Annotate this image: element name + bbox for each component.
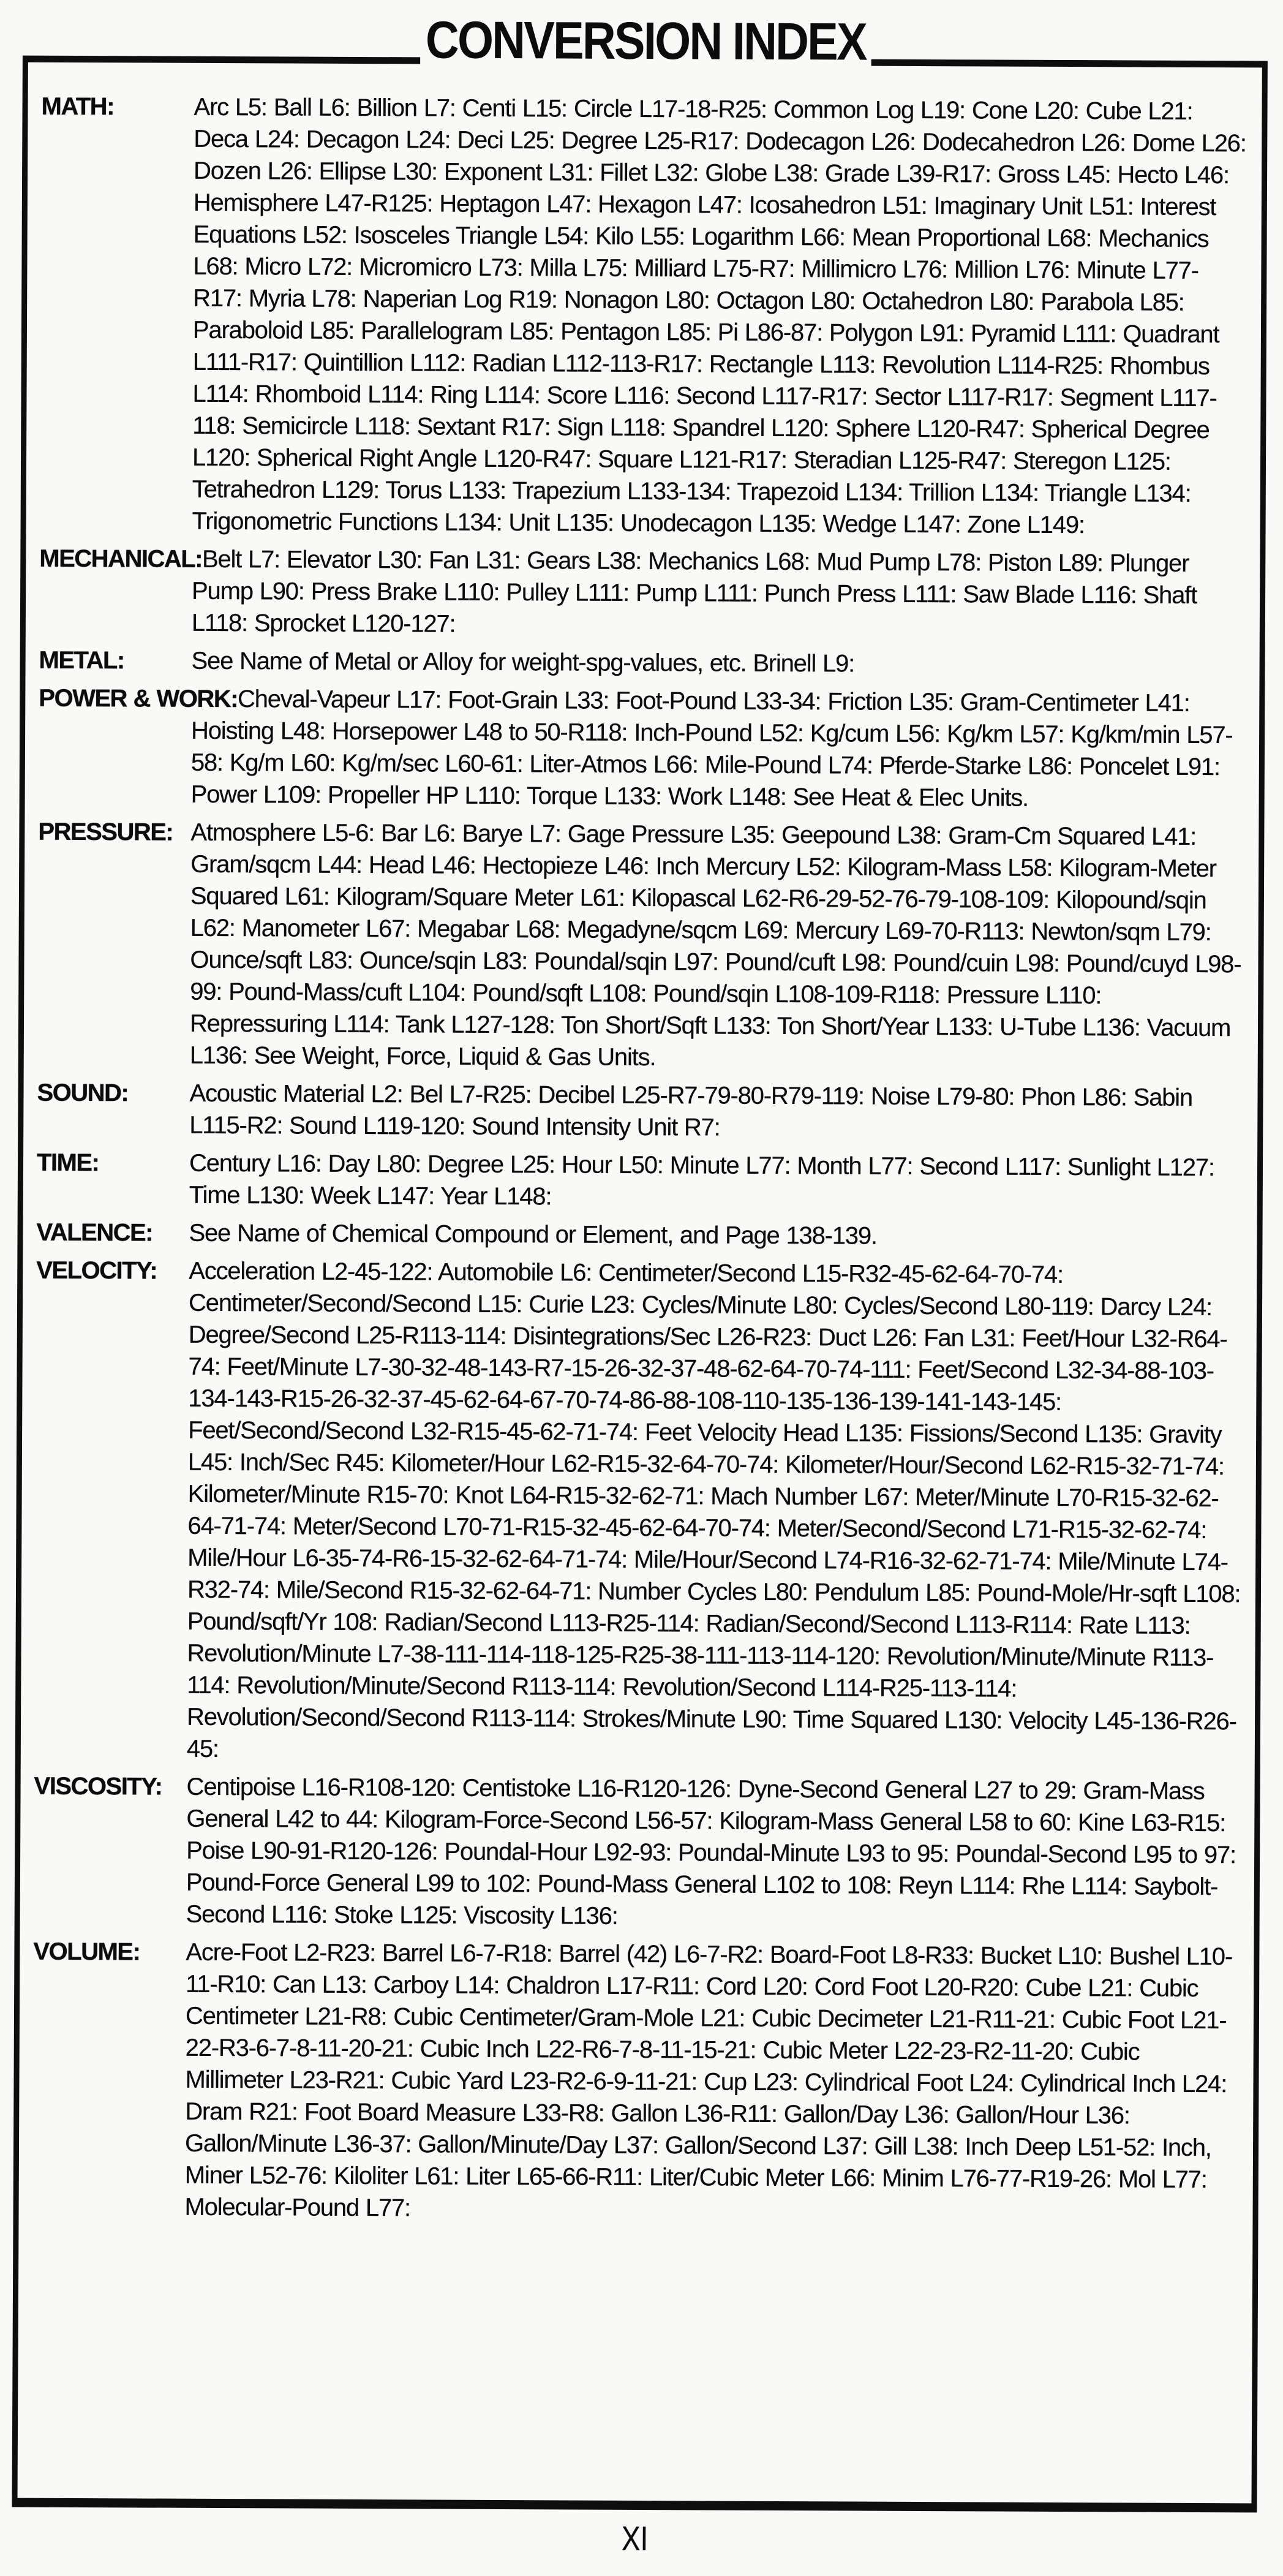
section-text-valence: See Name of Chemical Compound or Element, and Page 138-139. [189,1219,877,1250]
section-label-velocity: VELOCITY: [36,1256,157,1285]
section-label-pressure: PRESSURE: [38,818,173,846]
section-label-viscosity: VISCOSITY: [34,1772,162,1800]
index-section-volume [32,1936,1239,2228]
section-label-math: MATH: [41,93,115,121]
section-text-math: Arc L5: Ball L6: Billion L7: Centi L15: Circle L17-18-R25: Common Log L19: Cone L20: Cube L21: Deca L24: Decagon L24: Deci L25: Degree L25-R17: Dodecagon L26: Dodecahedron L26: Dome L26: Dozen L26: Ellipse L30: Exponent L31: Fillet L32: Globe L38: Grade L39-R17: Gross L45: Hecto L46: Hemisphere L47-R125: Heptagon L47: Hexagon L47: Icosahedron L51: Imaginary Unit L51: Interest Equations L52: Isosceles Triangle L54: Kilo L55: Logarithm L66: Mean Proportional L68: Mechanics L68: Micro L72: Micromicro L73: Milla L75: Milliard L75-R7: Millimicro L76: Million L76: Minute L77-R17: Myria L78: Naperian Log R19: Nonagon L80: Octagon L80: Octahedron L80: Parabola L85: Paraboloid L85: Parallelogram L85: Pentagon L85: Pi L86-87: Polygon L91: Pyramid L111: Quadrant L111-R17: Quintillion L112: Radian L112-113-R17: Rectangle L113: Revolution L114-R25: Rhombus L114: Rhomboid L114: Ring L114: Score L116: Second L117-R17: Sector L117-R17: Segment L117-118: Semicircle L118: Sextant R17: Sign L118: Spandrel L120: Sphere L120-R47: Spherical Degree L120: Spherical Right Angle L120-R47: Square L121-R17: Steradian L125-R47: Steregon L125: Tetrahedron L129: Torus L133: Trapezium L133-134: Trapezoid L134: Trillion L134: Triangle L134: Trigonometric Functions L134: Unit L135: Unodecagon L135: Wedge L147: Zone L149: [192,93,1246,539]
page-title: CONVERSION INDEX [420,13,871,68]
section-text-mechanical: Belt L7: Elevator L30: Fan L31: Gears L38: Mechanics L68: Mud Pump L78: Piston L89: Plunger Pump L90: Press Brake L110: Pulley L111: Pump L111: Punch Press L111: Saw Blade L116: Shaft L118: Sprocket L120-127: [191,545,1197,638]
section-label-power-and-work: POWER & WORK: [39,684,238,713]
index-section-valence [36,1217,1242,1254]
section-label-valence: VALENCE: [36,1218,153,1247]
page-title-row [4,12,1283,70]
section-label-sound: SOUND: [37,1079,129,1107]
index-section-sound [37,1077,1243,1146]
index-section-mechanical [39,543,1246,644]
section-label-volume: VOLUME: [33,1938,140,1966]
section-text-metal: See Name of Metal or Alloy for weight-spg-values, etc. Brinell L9: [191,647,855,678]
section-text-volume: Acre-Foot L2-R23: Barrel L6-7-R18: Barrel (42) L6-7-R2: Board-Foot L8-R33: Bucket L10: Bushel L10-11-R10: Can L13: Carboy L14: Chaldron L17-R11: Cord L20: Cord Foot L20-R20: Cube L21: Cubic Centimeter L21-R8: Cubic Centimeter/Gram-Mole L21: Cubic Decimeter L21-R11-21: Cubic Foot L21-22-R3-6-7-8-11-20-21: Cubic Inch L22-R6-7-8-11-15-21: Cubic Meter L22-23-R2-11-20: Cubic Millimeter L23-R21: Cubic Yard L23-R2-6-9-11-21: Cup L23: Cylindrical Foot L24: Cylindrical Inch L24: Dram R21: Foot Board Measure L33-R8: Gallon L36-R11: Gallon/Day L36: Gallon/Hour L36: Gallon/Minute L36-37: Gallon/Minute/Day L37: Gallon/Second L37: Gill L38: Inch Deep L51-52: Inch, Miner L52-76: Kiloliter L61: Liter L65-66-R11: Liter/Cubic Meter L66: Minim L76-77-R19-26: Mol L77: Molecular-Pound L77: [184,1938,1233,2222]
section-text-sound: Acoustic Material L2: Bel L7-R25: Decibel L25-R7-79-80-R79-119: Noise L79-80: Phon L86: Sabin L115-R2: Sound L119-120: Sound Intensity Unit R7: [189,1079,1193,1141]
index-section-math [40,91,1247,542]
section-text-viscosity: Centipoise L16-R108-120: Centistoke L16-R120-126: Dyne-Second General L27 to 29: Gram-Mass General L42 to 44: Kilogram-Force-Second L56-57: Kilogram-Mass General L58 to 60: Kine L63-R15: Poise L90-91-R120-126: Poundal-Hour L92-93: Poundal-Minute L93 to 95: Poundal-Second L95 to 97: Pound-Force General L99 to 102: Pound-Mass General L102 to 108: Reyn L114: Rhe L114: Saybolt-Second L116: Stoke L125: Viscosity L136: [186,1773,1236,1930]
section-text-power-and-work: Cheval-Vapeur L17: Foot-Grain L33: Foot-Pound L33-34: Friction L35: Gram-Centimeter L41: Hoisting L48: Horsepower L48 to 50-R118: Inch-Pound L52: Kg/cum L56: Kg/km L57: Kg/km/min L57-58: Kg/m L60: Kg/m/sec L60-61: Liter-Atmos L66: Mile-Pound L74: Pferde-Starke L86: Poncelet L91: Power L109: Propeller HP L110: Torque L133: Work L148: See Heat & Elec Units. [190,686,1233,812]
section-label-time: TIME: [36,1149,99,1177]
index-section-time [37,1147,1243,1216]
section-text-pressure: Atmosphere L5-6: Bar L6: Barye L7: Gage Pressure L35: Geepound L38: Gram-Cm Squared L41: Gram/sqcm L44: Head L46: Hectopieze L46: Inch Mercury L52: Kilogram-Mass L58: Kilogram-Meter Squared L61: Kilogram/Square Meter L61: Kilopascal L62-R6-29-52-76-79-108-109: Kilopound/sqin L62: Manometer L67: Megabar L68: Megadyne/sqcm L69: Mercury L69-70-R113: Newton/sqm L79: Ounce/sqft L83: Ounce/sqin L83: Poundal/sqin L97: Pound/cuft L98: Pound/cuin L98: Pound/cuyd L98-99: Pound-Mass/cuft L104: Pound/sqft L108: Pound/sqin L108-109-R118: Pressure L110: Repressuring L114: Tank L127-128: Ton Short/Sqft L133: Ton Short/Year L133: U-Tube L136: Vacuum L136: See Weight, Force, Liquid & Gas Units. [189,818,1241,1071]
index-section-metal [39,644,1245,682]
index-section-pressure [37,816,1244,1076]
page-number: XI [621,2518,649,2558]
page-number-row [0,2518,1276,2558]
index-section-velocity [34,1255,1243,1770]
section-text-velocity: Acceleration L2-45-122: Automobile L6: Centimeter/Second L15-R32-45-62-64-70-74: Centimeter/Second/Second L15: Curie L23: Cycles/Minute L80: Cycles/Second L80-119: Darcy L24: Degree/Second L25-R113-114: Disintegrations/Sec L26-R23: Duct L26: Fan L31: Feet/Hour L32-R64-74: Feet/Minute L7-30-32-48-143-R7-15-26-32-37-48-62-64-70-74-111: Feet/Second L32-34-88-103-134-143-R15-26-32-37-45-62-64-67-70-74-86-88-108-110-135-136-139-141-143-145: Feet/Second/Second L32-R15-45-62-71-74: Feet Velocity Head L135: Fissions/Second L135: Gravity L45: Inch/Sec R45: Kilometer/Hour L62-R15-32-64-70-74: Kilometer/Hour/Second L62-R15-32-71-74: Kilometer/Minute R15-70: Knot L64-R15-32-62-71: Mach Number L67: Meter/Minute L70-R15-32-62-64-71-74: Meter/Second L70-71-R15-32-45-62-64-70-74: Meter/Second/Second L71-R15-32-62-74: Mile/Hour L6-35-74-R6-15-32-62-64-71-74: Mile/Hour/Second L74-R16-32-62-71-74: Mile/Minute L74-R32-74: Mile/Second R15-32-62-64-71: Number Cycles L80: Pendulum L85: Pound-Mole/Hr-sqft L108: Pound/sqft/Yr 108: Radian/Second L113-R25-114: Radian/Second/Second L113-R114: Rate L113: Revolution/Minute L7-38-111-114-118-125-R25-38-111-113-114-120: Revolution/Minute/Minute R113-114: Revolution/Minute/Second R113-114: Revolution/Second L114-R25-113-114: Revolution/Second/Second R113-114: Strokes/Minute L90: Time Squared L130: Velocity L45-136-R26-45: [186,1257,1241,1762]
section-label-metal: METAL: [39,646,124,674]
section-label-mechanical: MECHANICAL: [39,545,203,573]
index-section-viscosity [34,1770,1240,1935]
conversion-index-box [12,56,1267,2513]
section-text-time: Century L16: Day L80: Degree L25: Hour L50: Minute L77: Month L77: Second L117: Sunlight L127: Time L130: Week L147: Year L148: [189,1149,1214,1211]
index-section-power-and-work [39,682,1245,815]
